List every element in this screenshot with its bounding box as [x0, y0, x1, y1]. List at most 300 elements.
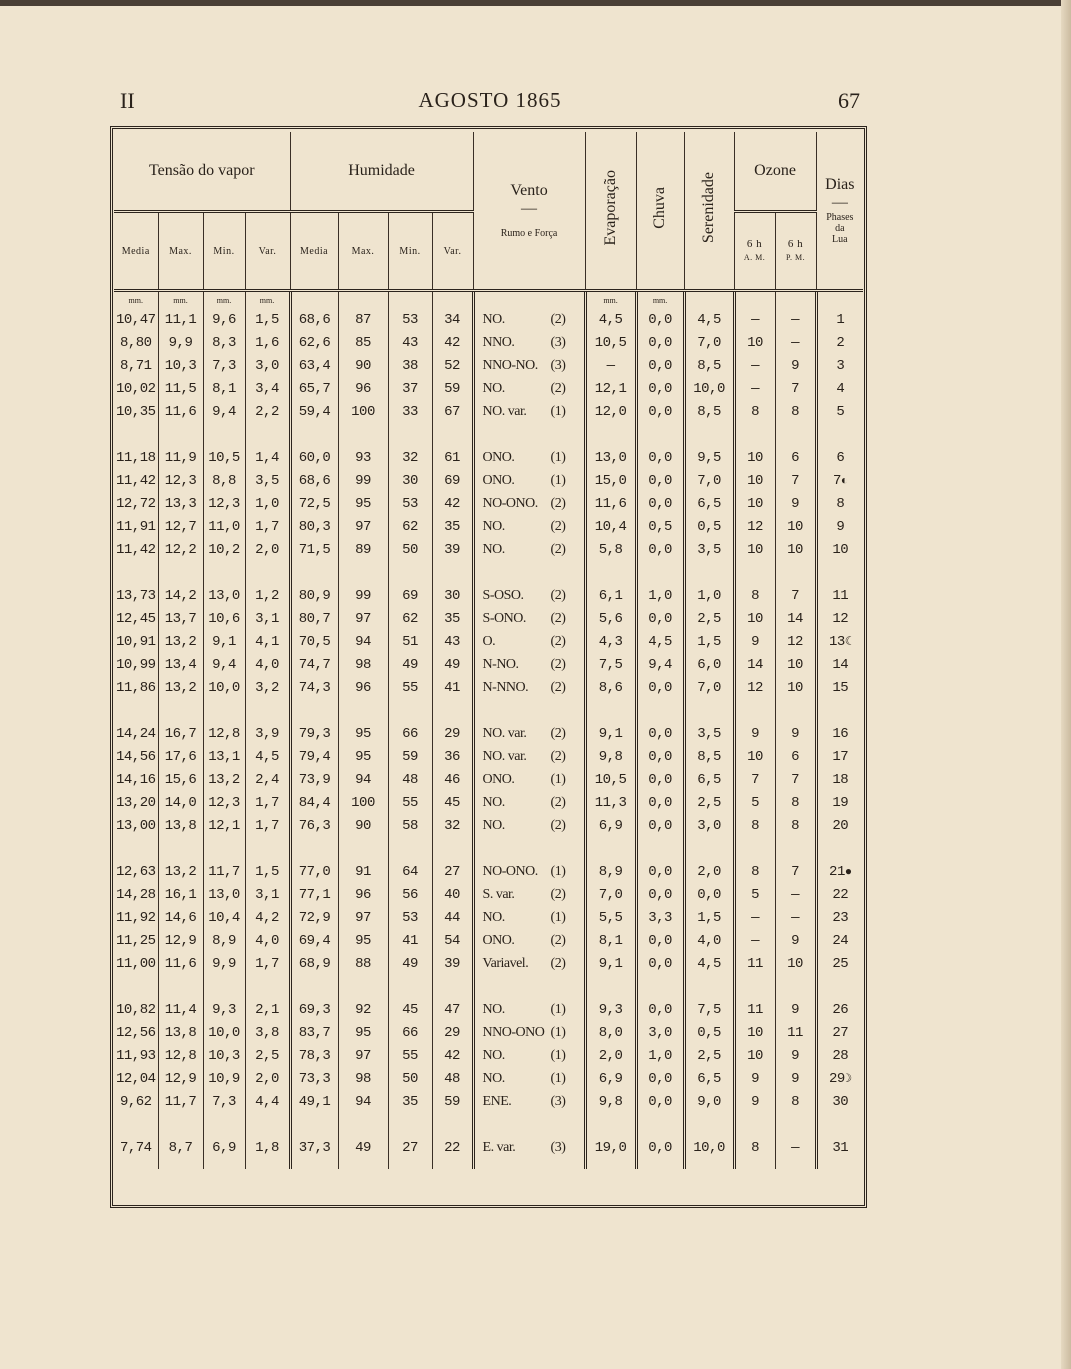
h-max-cell: 94 — [338, 1090, 388, 1113]
h-max-cell: 95 — [338, 1021, 388, 1044]
h-med-cell: 79,3 — [290, 722, 338, 745]
oz-pm-cell: 8 — [775, 400, 816, 423]
humidade-media: Media — [290, 212, 338, 291]
t-max-cell: 11,5 — [158, 377, 203, 400]
h-med-cell: 70,5 — [290, 630, 338, 653]
wind-direction: NO. — [482, 311, 505, 327]
t-var-cell: 1,6 — [245, 331, 290, 354]
moon-phase-icon: ☾ — [844, 634, 852, 649]
ozone-am: 6 h A. M. — [734, 212, 775, 291]
wind-force: (2) — [550, 725, 566, 741]
day-cell — [816, 998, 863, 1021]
h-min-cell: 37 — [388, 377, 432, 400]
day-number: 8 — [836, 495, 845, 512]
evap-cell: 9,8 — [585, 1090, 636, 1113]
h-med-cell: 80,7 — [290, 607, 338, 630]
wind-force: (2) — [550, 748, 566, 764]
t-med-cell: 13,00 — [115, 817, 156, 834]
day-number: 18 — [832, 771, 849, 788]
oz-am-cell: — — [734, 906, 775, 929]
t-var-cell: 1,7 — [245, 814, 290, 837]
h-max-cell: 91 — [338, 860, 388, 883]
oz-am-cell: 5 — [734, 791, 775, 814]
h-min-cell: 62 — [388, 607, 432, 630]
chuva-cell: 0,0 — [636, 952, 684, 975]
seren-cell: 7,5 — [684, 998, 734, 1021]
wind-cell — [473, 377, 585, 400]
h-med-cell: 62,6 — [290, 331, 338, 354]
wind-cell — [473, 1021, 585, 1044]
h-min-cell: 45 — [388, 998, 432, 1021]
oz-am-cell: 9 — [734, 1067, 775, 1090]
t-med-cell: 11,25 — [115, 932, 156, 949]
h-max-cell: 49 — [338, 1136, 388, 1159]
t-var-cell: 3,8 — [245, 1021, 290, 1044]
chuva-cell: 0,0 — [636, 676, 684, 699]
oz-am-cell: 10 — [734, 538, 775, 561]
wind-direction: NO. — [482, 1047, 505, 1063]
t-min-cell: 10,0 — [203, 1021, 245, 1044]
t-min-cell: 8,1 — [203, 377, 245, 400]
h-var-cell: 42 — [432, 331, 473, 354]
oz-pm-cell: — — [775, 1136, 816, 1159]
table-row — [114, 676, 863, 699]
t-med-cell: 12,56 — [115, 1024, 156, 1041]
day-cell — [816, 791, 863, 814]
t-var-cell: 1,7 — [245, 952, 290, 975]
h-var-cell: 52 — [432, 354, 473, 377]
day-number: 17 — [832, 748, 849, 765]
header-tensao: Tensão do vapor — [114, 132, 290, 212]
table-row — [114, 377, 863, 400]
h-var-cell: 43 — [432, 630, 473, 653]
h-min-cell: 50 — [388, 1067, 432, 1090]
t-var-cell: 2,1 — [245, 998, 290, 1021]
wind-direction: E. var. — [482, 1139, 516, 1155]
wind-force: (1) — [550, 403, 566, 419]
evap-cell: 7,0 — [585, 883, 636, 906]
h-min-cell: 55 — [388, 791, 432, 814]
wind-force: (2) — [550, 955, 566, 971]
t-var-cell: 3,1 — [245, 883, 290, 906]
table-row — [114, 1136, 863, 1159]
t-max-cell: 14,2 — [158, 584, 203, 607]
day-cell — [816, 377, 863, 400]
h-max-cell: 97 — [338, 515, 388, 538]
wind-direction: NO. — [482, 817, 505, 833]
evap-cell: 5,6 — [585, 607, 636, 630]
evap-cell: 9,3 — [585, 998, 636, 1021]
wind-cell — [473, 929, 585, 952]
h-min-cell: 64 — [388, 860, 432, 883]
t-var-cell: 4,0 — [245, 929, 290, 952]
oz-am-cell: 11 — [734, 998, 775, 1021]
seren-cell: 1,5 — [684, 906, 734, 929]
h-max-cell: 95 — [338, 492, 388, 515]
t-max-cell: 12,7 — [158, 515, 203, 538]
day-cell — [816, 1090, 863, 1113]
day-cell — [816, 538, 863, 561]
evap-cell: 8,9 — [585, 860, 636, 883]
h-med-cell: 60,0 — [290, 446, 338, 469]
wind-direction: ONO. — [482, 472, 515, 488]
wind-cell — [473, 791, 585, 814]
day-number: 12 — [832, 610, 849, 627]
chuva-cell: 0,0 — [636, 607, 684, 630]
table-row — [114, 400, 863, 423]
day-number: 31 — [832, 1139, 849, 1156]
t-var-cell: 3,2 — [245, 676, 290, 699]
t-min-cell: 9,3 — [203, 998, 245, 1021]
wind-direction: N-NNO. — [482, 679, 529, 695]
evap-cell: 6,9 — [585, 814, 636, 837]
group-spacer — [114, 837, 863, 860]
evap-cell: 12,0 — [585, 400, 636, 423]
h-max-cell: 100 — [338, 791, 388, 814]
evap-cell: 6,9 — [585, 1067, 636, 1090]
t-med-cell: 13,20 — [115, 794, 156, 811]
wind-direction: NO. — [482, 518, 505, 534]
h-min-cell: 35 — [388, 1090, 432, 1113]
t-min-cell: 11,7 — [203, 860, 245, 883]
h-med-cell: 76,3 — [290, 814, 338, 837]
t-max-cell: 11,9 — [158, 446, 203, 469]
h-max-cell: 98 — [338, 653, 388, 676]
t-med-cell: 10,99 — [115, 656, 156, 673]
h-var-cell: 61 — [432, 446, 473, 469]
wind-force: (2) — [550, 518, 566, 534]
t-min-cell: 10,0 — [203, 676, 245, 699]
oz-am-cell: — — [734, 308, 775, 331]
h-med-cell: 73,3 — [290, 1067, 338, 1090]
wind-direction: NO. — [482, 541, 505, 557]
wind-direction: NO. var. — [482, 748, 527, 764]
chuva-cell: 4,5 — [636, 630, 684, 653]
h-var-cell: 29 — [432, 1021, 473, 1044]
t-var-cell: 1,7 — [245, 515, 290, 538]
t-min-cell: 12,3 — [203, 492, 245, 515]
wind-cell — [473, 1067, 585, 1090]
oz-am-cell: 10 — [734, 1021, 775, 1044]
h-max-cell: 96 — [338, 883, 388, 906]
t-var-cell: 1,4 — [245, 446, 290, 469]
day-number: 19 — [832, 794, 849, 811]
day-cell — [816, 400, 863, 423]
h-min-cell: 33 — [388, 400, 432, 423]
seren-cell: 8,5 — [684, 400, 734, 423]
h-med-cell: 80,3 — [290, 515, 338, 538]
t-max-cell: 11,7 — [158, 1090, 203, 1113]
chuva-cell: 0,0 — [636, 354, 684, 377]
day-number: 11 — [832, 587, 849, 604]
t-min-cell: 12,8 — [203, 722, 245, 745]
oz-pm-cell: 7 — [775, 860, 816, 883]
h-max-cell: 97 — [338, 607, 388, 630]
weather-table — [114, 132, 863, 1169]
oz-pm-cell: 10 — [775, 538, 816, 561]
oz-am-cell: 8 — [734, 814, 775, 837]
h-med-cell: 83,7 — [290, 1021, 338, 1044]
seren-cell: 7,0 — [684, 676, 734, 699]
h-var-cell: 59 — [432, 1090, 473, 1113]
h-med-cell: 74,7 — [290, 653, 338, 676]
oz-am-cell: 9 — [734, 630, 775, 653]
t-med-cell: 10,02 — [115, 380, 156, 397]
evap-cell: 7,5 — [585, 653, 636, 676]
day-number: 9 — [836, 518, 845, 535]
h-max-cell: 100 — [338, 400, 388, 423]
t-min-cell: 13,1 — [203, 745, 245, 768]
table-row — [114, 308, 863, 331]
oz-am-cell: 9 — [734, 1090, 775, 1113]
h-med-cell: 68,6 — [290, 308, 338, 331]
oz-pm-cell: 8 — [775, 1090, 816, 1113]
evap-cell: — — [585, 354, 636, 377]
oz-pm-cell: 7 — [775, 584, 816, 607]
day-number: 14 — [832, 656, 849, 673]
t-max-cell: 11,6 — [158, 952, 203, 975]
t-min-cell: 9,6 — [203, 308, 245, 331]
evap-cell: 5,8 — [585, 538, 636, 561]
t-med-cell: 9,62 — [119, 1093, 152, 1110]
h-var-cell: 54 — [432, 929, 473, 952]
h-max-cell: 87 — [338, 308, 388, 331]
h-min-cell: 30 — [388, 469, 432, 492]
wind-force: (2) — [550, 610, 566, 626]
t-med-cell: 10,47 — [115, 311, 156, 328]
day-number: 3 — [836, 357, 845, 374]
day-cell — [816, 630, 863, 653]
day-number: 21 — [829, 863, 845, 880]
chuva-cell: 0,0 — [636, 538, 684, 561]
evap-cell: 9,1 — [585, 952, 636, 975]
page-top-edge — [0, 0, 1071, 6]
wind-cell — [473, 883, 585, 906]
h-max-cell: 93 — [338, 446, 388, 469]
h-med-cell: 68,6 — [290, 469, 338, 492]
oz-am-cell: 8 — [734, 860, 775, 883]
h-med-cell: 78,3 — [290, 1044, 338, 1067]
day-cell — [816, 883, 863, 906]
t-max-cell: 12,8 — [158, 1044, 203, 1067]
t-min-cell: 7,3 — [203, 354, 245, 377]
h-med-cell: 84,4 — [290, 791, 338, 814]
evap-cell: 5,5 — [585, 906, 636, 929]
h-min-cell: 51 — [388, 630, 432, 653]
day-number: 15 — [832, 679, 849, 696]
day-number: 4 — [836, 380, 845, 397]
t-var-cell: 1,5 — [245, 308, 290, 331]
t-var-cell: 4,5 — [245, 745, 290, 768]
h-var-cell: 36 — [432, 745, 473, 768]
day-number: 28 — [832, 1047, 849, 1064]
wind-cell — [473, 676, 585, 699]
wind-cell — [473, 768, 585, 791]
t-var-cell: 3,9 — [245, 722, 290, 745]
oz-pm-cell: — — [775, 308, 816, 331]
table-row — [114, 446, 863, 469]
oz-am-cell: 10 — [734, 492, 775, 515]
dias-lua: Lua — [832, 234, 848, 245]
h-min-cell: 32 — [388, 446, 432, 469]
h-max-cell: 96 — [338, 377, 388, 400]
h-min-cell: 49 — [388, 653, 432, 676]
day-number: 2 — [836, 334, 845, 351]
t-max-cell: 12,9 — [158, 1067, 203, 1090]
h-var-cell: 27 — [432, 860, 473, 883]
h-med-cell: 37,3 — [290, 1136, 338, 1159]
wind-cell — [473, 331, 585, 354]
h-max-cell: 97 — [338, 906, 388, 929]
oz-am-cell: 9 — [734, 722, 775, 745]
t-med-cell: 11,92 — [115, 909, 156, 926]
h-var-cell: 30 — [432, 584, 473, 607]
seren-cell: 0,5 — [684, 515, 734, 538]
day-number: 20 — [832, 817, 849, 834]
group-spacer — [114, 699, 863, 722]
wind-force: (3) — [550, 1139, 566, 1155]
evap-cell: 9,8 — [585, 745, 636, 768]
table-bottom-spacer — [114, 1159, 863, 1169]
chuva-cell: 0,0 — [636, 814, 684, 837]
t-min-cell: 9,4 — [203, 400, 245, 423]
group-spacer — [114, 1113, 863, 1136]
t-med-cell: 11,42 — [115, 472, 156, 489]
h-max-cell: 95 — [338, 929, 388, 952]
t-max-cell: 13,2 — [158, 860, 203, 883]
table-row — [114, 1067, 863, 1090]
t-max-cell: 13,8 — [158, 1021, 203, 1044]
wind-force: (1) — [550, 909, 566, 925]
h-min-cell: 62 — [388, 515, 432, 538]
table-row — [114, 492, 863, 515]
t-var-cell: 4,2 — [245, 906, 290, 929]
evap-cell: 8,0 — [585, 1021, 636, 1044]
wind-cell — [473, 492, 585, 515]
evap-cell: 9,1 — [585, 722, 636, 745]
day-cell — [816, 906, 863, 929]
table-row — [114, 745, 863, 768]
day-cell — [816, 308, 863, 331]
seren-cell: 2,5 — [684, 607, 734, 630]
oz-pm-cell: 10 — [775, 952, 816, 975]
day-cell — [816, 1044, 863, 1067]
day-cell — [816, 745, 863, 768]
table-body — [114, 291, 863, 1170]
seren-cell: 4,5 — [684, 308, 734, 331]
h-med-cell: 63,4 — [290, 354, 338, 377]
t-max-cell: 12,3 — [158, 469, 203, 492]
h-var-cell: 45 — [432, 791, 473, 814]
day-cell — [816, 492, 863, 515]
t-max-cell: 14,0 — [158, 791, 203, 814]
wind-direction: ONO. — [482, 449, 515, 465]
wind-cell — [473, 446, 585, 469]
wind-direction: NNO. — [482, 334, 515, 350]
table-row — [114, 653, 863, 676]
h-var-cell: 49 — [432, 653, 473, 676]
day-cell — [816, 814, 863, 837]
table-row — [114, 998, 863, 1021]
evap-cell: 11,6 — [585, 492, 636, 515]
group-spacer — [114, 561, 863, 584]
h-var-cell: 69 — [432, 469, 473, 492]
seren-cell: 9,5 — [684, 446, 734, 469]
oz-pm-cell: 7 — [775, 768, 816, 791]
oz-pm-cell: — — [775, 883, 816, 906]
evap-cell: 2,0 — [585, 1044, 636, 1067]
t-med-cell: 10,35 — [115, 403, 156, 420]
seren-cell: 7,0 — [684, 331, 734, 354]
oz-am-cell: 10 — [734, 331, 775, 354]
wind-force: (1) — [550, 863, 566, 879]
h-max-cell: 99 — [338, 584, 388, 607]
wind-force: (3) — [550, 1093, 566, 1109]
wind-cell — [473, 745, 585, 768]
h-max-cell: 94 — [338, 768, 388, 791]
wind-force: (1) — [550, 771, 566, 787]
day-number: 7 — [833, 472, 841, 489]
t-min-cell: 8,9 — [203, 929, 245, 952]
table-row — [114, 814, 863, 837]
day-number: 27 — [832, 1024, 849, 1041]
t-min-cell: 10,4 — [203, 906, 245, 929]
wind-direction: N-NO. — [482, 656, 519, 672]
h-var-cell: 42 — [432, 492, 473, 515]
h-med-cell: 79,4 — [290, 745, 338, 768]
table-row — [114, 906, 863, 929]
h-var-cell: 35 — [432, 607, 473, 630]
t-med-cell: 7,74 — [119, 1139, 152, 1156]
seren-cell: 8,5 — [684, 354, 734, 377]
wind-direction: NO. — [482, 1001, 505, 1017]
wind-cell — [473, 906, 585, 929]
chuva-cell: 0,0 — [636, 469, 684, 492]
day-number: 22 — [832, 886, 849, 903]
t-var-cell: 1,8 — [245, 1136, 290, 1159]
wind-force: (2) — [550, 380, 566, 396]
h-med-cell: 68,9 — [290, 952, 338, 975]
t-med-cell: 11,18 — [115, 449, 156, 466]
t-min-cell: 10,5 — [203, 446, 245, 469]
table-row — [114, 768, 863, 791]
t-max-cell: 9,9 — [158, 331, 203, 354]
chuva-cell: 0,0 — [636, 377, 684, 400]
h-var-cell: 32 — [432, 814, 473, 837]
wind-cell — [473, 515, 585, 538]
wind-cell — [473, 400, 585, 423]
t-med-cell: 8,80 — [119, 334, 152, 351]
oz-pm-cell: 10 — [775, 676, 816, 699]
t-min-cell: 12,3 — [203, 791, 245, 814]
wind-direction: ONO. — [482, 932, 515, 948]
wind-force: (1) — [550, 1047, 566, 1063]
day-number: 13 — [829, 633, 845, 650]
t-max-cell: 15,6 — [158, 768, 203, 791]
h-var-cell: 35 — [432, 515, 473, 538]
seren-cell: 10,0 — [684, 377, 734, 400]
h-min-cell: 59 — [388, 745, 432, 768]
h-var-cell: 59 — [432, 377, 473, 400]
t-min-cell: 8,8 — [203, 469, 245, 492]
t-max-cell: 13,8 — [158, 814, 203, 837]
t-med-cell: 12,63 — [115, 863, 156, 880]
oz-pm-cell: 12 — [775, 630, 816, 653]
wind-force: (1) — [550, 1070, 566, 1086]
h-min-cell: 55 — [388, 1044, 432, 1067]
seren-cell: 2,0 — [684, 860, 734, 883]
t-var-cell: 1,5 — [245, 860, 290, 883]
